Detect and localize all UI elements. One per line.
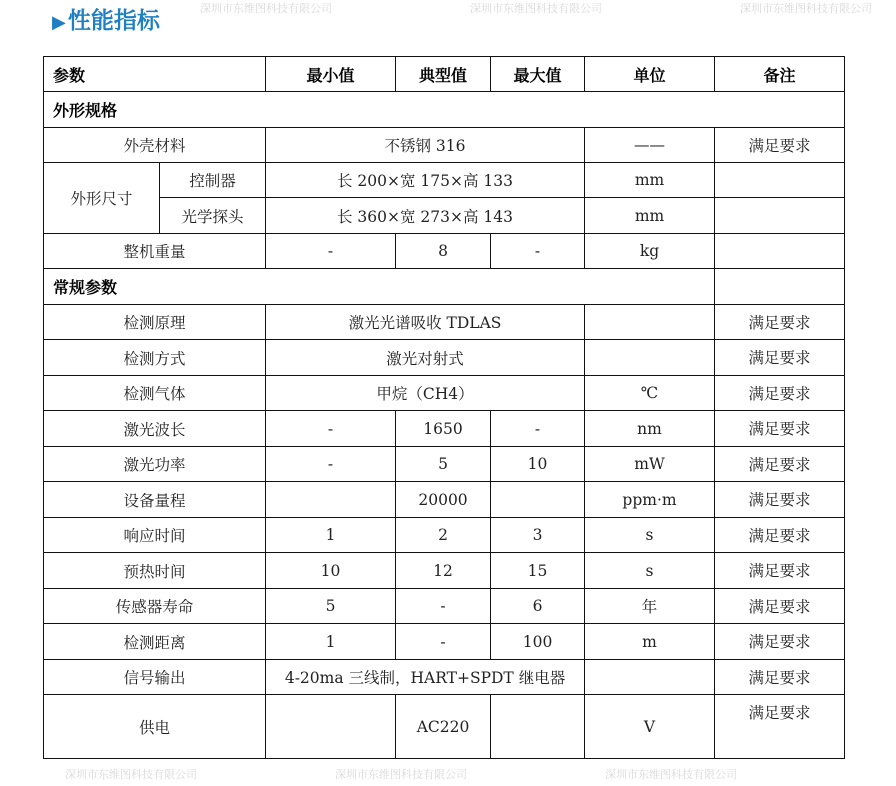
min: -	[266, 234, 396, 269]
unit: 年	[585, 589, 715, 624]
note	[715, 234, 845, 269]
max: 6	[491, 589, 585, 624]
unit: s	[585, 518, 715, 553]
value: 激光光谱吸收 TDLAS	[266, 305, 585, 340]
param-name: 检测原理	[44, 305, 266, 340]
unit: mm	[585, 163, 715, 198]
table-row	[44, 447, 845, 482]
param-name: 检测方式	[44, 340, 266, 376]
section-row: 外形规格	[44, 92, 845, 128]
note: 满足要求	[715, 376, 845, 411]
table-row	[44, 518, 845, 553]
max	[491, 695, 585, 759]
min: -	[266, 411, 396, 447]
max: 10	[491, 447, 585, 482]
table-row	[44, 660, 845, 695]
max: -	[491, 234, 585, 269]
unit	[585, 340, 715, 376]
max	[491, 482, 585, 518]
param-name: 信号输出	[44, 660, 266, 695]
table-row	[44, 624, 845, 660]
min: 10	[266, 553, 396, 589]
unit	[585, 305, 715, 340]
note	[715, 269, 845, 305]
param-name: 响应时间	[44, 518, 266, 553]
table-row	[44, 411, 845, 447]
sub-param: 光学探头	[160, 198, 266, 234]
header-param: 参数	[44, 57, 266, 92]
watermark: 深圳市东维图科技有限公司	[65, 768, 197, 781]
table-row	[44, 305, 845, 340]
note: 满足要求	[715, 305, 845, 340]
param-name: 激光功率	[44, 447, 266, 482]
typ: 12	[396, 553, 491, 589]
unit: kg	[585, 234, 715, 269]
table-row	[44, 340, 845, 376]
note: 满足要求	[715, 447, 845, 482]
value: 激光对射式	[266, 340, 585, 376]
min: 1	[266, 518, 396, 553]
param-name: 外壳材料	[44, 128, 266, 163]
min: 1	[266, 624, 396, 660]
typ: 2	[396, 518, 491, 553]
min	[266, 695, 396, 759]
watermark: 深圳市东维图科技有限公司	[200, 2, 332, 15]
typ: -	[396, 624, 491, 660]
max: 3	[491, 518, 585, 553]
note: 满足要求	[715, 660, 845, 695]
value: 4-20ma 三线制，HART+SPDT 继电器	[266, 660, 585, 695]
section-row: 常规参数	[44, 269, 715, 305]
param-name: 整机重量	[44, 234, 266, 269]
typ: 20000	[396, 482, 491, 518]
note: 满足要求	[715, 340, 845, 376]
max: -	[491, 411, 585, 447]
typ: 5	[396, 447, 491, 482]
spec-table	[43, 56, 845, 759]
min: -	[266, 447, 396, 482]
unit: mW	[585, 447, 715, 482]
typ: -	[396, 589, 491, 624]
header-max: 最大值	[491, 57, 585, 92]
param-name: 外形尺寸	[44, 163, 160, 234]
typ: AC220	[396, 695, 491, 759]
unit: mm	[585, 198, 715, 234]
param-name: 预热时间	[44, 553, 266, 589]
value: 甲烷（CH4）	[266, 376, 585, 411]
unit: ——	[585, 128, 715, 163]
watermark: 深圳市东维图科技有限公司	[335, 768, 467, 781]
typ: 8	[396, 234, 491, 269]
value: 不锈钢 316	[266, 128, 585, 163]
param-name: 设备量程	[44, 482, 266, 518]
param-name: 检测距离	[44, 624, 266, 660]
note: 满足要求	[715, 553, 845, 589]
note: 满足要求	[715, 624, 845, 660]
header-typ: 典型值	[396, 57, 491, 92]
note	[715, 163, 845, 198]
sub-param: 控制器	[160, 163, 266, 198]
table-header-row	[44, 57, 845, 92]
unit: ℃	[585, 376, 715, 411]
note: 满足要求	[715, 128, 845, 163]
table-row	[44, 553, 845, 589]
section-title: ▶性能指标	[52, 8, 160, 34]
note	[715, 198, 845, 234]
param-name: 检测气体	[44, 376, 266, 411]
table-row	[44, 234, 845, 269]
note: 满足要求	[715, 695, 845, 759]
table-row	[44, 695, 845, 759]
unit	[585, 660, 715, 695]
note: 满足要求	[715, 482, 845, 518]
unit: ppm·m	[585, 482, 715, 518]
table-row	[44, 482, 845, 518]
note: 满足要求	[715, 518, 845, 553]
note: 满足要求	[715, 589, 845, 624]
max: 100	[491, 624, 585, 660]
unit: m	[585, 624, 715, 660]
min: 5	[266, 589, 396, 624]
triangle-bullet-icon: ▶	[52, 12, 66, 33]
min	[266, 482, 396, 518]
table-row	[44, 128, 845, 163]
param-name: 传感器寿命	[44, 589, 266, 624]
watermark: 深圳市东维图科技有限公司	[605, 768, 737, 781]
typ: 1650	[396, 411, 491, 447]
max: 15	[491, 553, 585, 589]
table-row	[44, 198, 845, 234]
header-note: 备注	[715, 57, 845, 92]
param-name: 供电	[44, 695, 266, 759]
watermark: 深圳市东维图科技有限公司	[740, 2, 872, 15]
watermark: 深圳市东维图科技有限公司	[470, 2, 602, 15]
value: 长 360×宽 273×高 143	[266, 198, 585, 234]
table-row	[44, 376, 845, 411]
header-unit: 单位	[585, 57, 715, 92]
unit: V	[585, 695, 715, 759]
value: 长 200×宽 175×高 133	[266, 163, 585, 198]
param-name: 激光波长	[44, 411, 266, 447]
table-row	[44, 589, 845, 624]
note: 满足要求	[715, 411, 845, 447]
unit: s	[585, 553, 715, 589]
table-row	[44, 163, 845, 198]
unit: nm	[585, 411, 715, 447]
header-min: 最小值	[266, 57, 396, 92]
